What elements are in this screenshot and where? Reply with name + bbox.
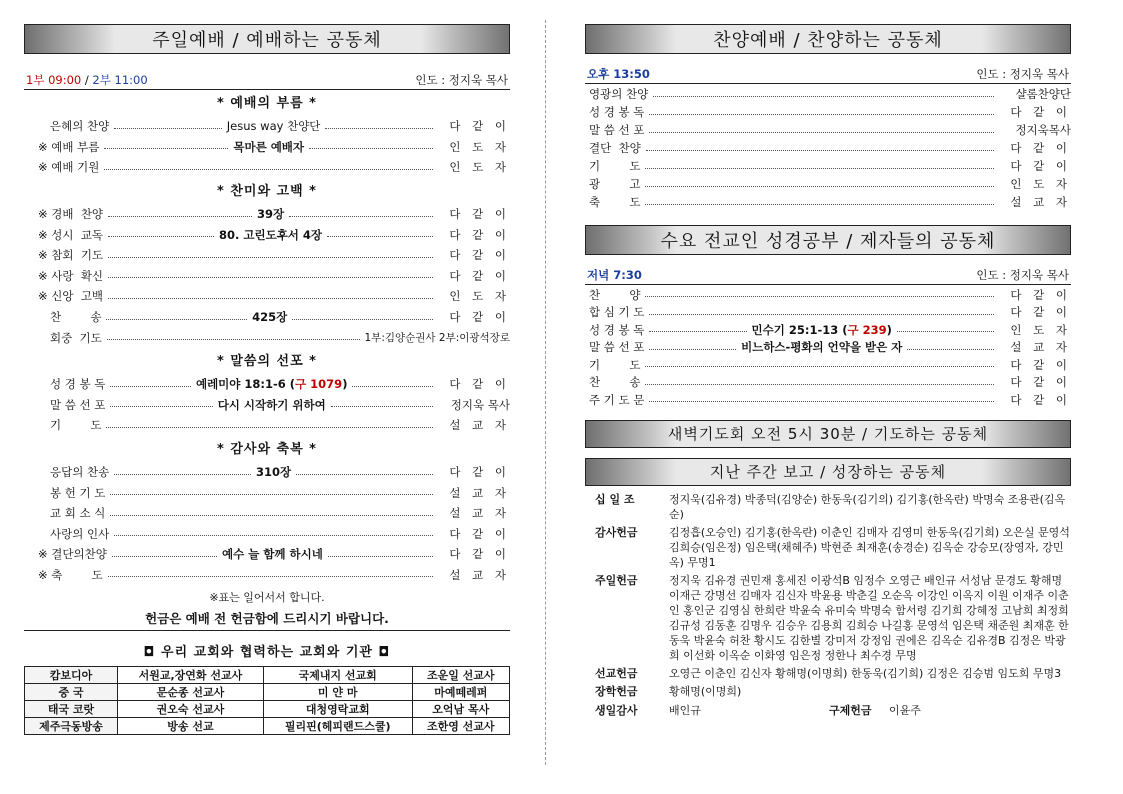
partner-cell: 조한영 선교사 [412, 718, 509, 735]
section-heading: * 감사와 축복 * [217, 441, 317, 457]
order-content: 80. 고린도후서 4장 [219, 227, 323, 242]
wednesday-header [585, 267, 1071, 285]
partner-row [25, 667, 510, 684]
leader-dots [114, 535, 433, 536]
report-row [585, 684, 1071, 699]
order-label: 말 씀 선 포 [589, 123, 645, 137]
hymnal-number: 구 1079 [295, 377, 343, 392]
partner-row [25, 718, 510, 735]
service-times [26, 72, 148, 88]
order-row [585, 339, 1071, 357]
order-row [585, 374, 1071, 392]
order-row [585, 139, 1071, 157]
order-label: ※ 결단의찬양 [38, 547, 107, 562]
order-content-extra: (구 239) [842, 322, 892, 337]
order-row [24, 266, 510, 287]
order-row [585, 193, 1071, 211]
worship-order [24, 92, 510, 585]
order-row [24, 286, 510, 307]
order-label: 성 경 봉 독 [50, 377, 106, 392]
order-responder: 다 같 이 [449, 526, 510, 541]
order-row [585, 356, 1071, 374]
leader-dots [649, 349, 736, 350]
order-label: ※ 성시 교독 [38, 227, 104, 242]
order-label: 영광의 찬양 [589, 87, 649, 101]
leader-dots [309, 148, 433, 149]
leader-dots [649, 331, 746, 332]
order-content-extra: (구 1079) [289, 377, 348, 392]
leader-dots [108, 298, 433, 299]
leader-dots [289, 216, 433, 217]
partner-cell: 오억남 목사 [412, 701, 509, 718]
partner-cell: 대청영락교회 [263, 701, 412, 718]
report-row-extra [585, 703, 1071, 718]
order-label: ※ 예배 기원 [38, 160, 100, 175]
order-row [24, 224, 510, 245]
order-responder: 1부:김양순권사 2부:이광석장로 [364, 332, 510, 345]
order-responder: 다 같 이 [449, 268, 510, 283]
sunday-worship-title: 주일예배 / 예배하는 공동체 [152, 30, 382, 51]
second-service-time: 2부 11:00 [92, 73, 148, 87]
leader-dots [645, 296, 994, 297]
report-value: 정지욱 김유경 권민재 홍세진 이광석B 임정수 오영근 배인규 서성남 문경도 황해명 이재근 강명선 김매자 김신자 박윤용 박춘길 오순옥 이강인 이옥지 이원 이재주 이춘인 홍인군 김영심 한희란 박윤숙 유미숙 박명숙 함서령 김기희 강혜정 고남희 최정희 김규성 김동훈 김명우 김승우 김용희 김희승 나길홍 문영석 임은택 채준원 최재훈 한동욱 박윤숙 허찬 황시도 김한별 강미저 강정임 권에은 김옥순 김유경B 김정은 박광희 이선화 이옥순 이화영 임은정 정한나 최수경 무명 [669, 573, 1069, 662]
order-content: Jesus way 찬양단 [226, 119, 321, 134]
praise-time: 오후 13:50 [587, 67, 650, 81]
partner-cell: 중 국 [25, 684, 118, 701]
leader-dots [645, 384, 994, 385]
order-label: ※ 경배 찬양 [38, 207, 104, 222]
leader-dots [649, 114, 994, 115]
order-row [24, 503, 510, 524]
leader-dots [108, 216, 252, 217]
partner-cell: 권오숙 선교사 [118, 701, 264, 718]
leader-dots [106, 427, 433, 428]
praise-worship-title-band [585, 24, 1071, 54]
leader-dots [110, 406, 212, 407]
order-label: 결단 찬양 [589, 141, 641, 155]
order-label: 말 씀 선 포 [589, 340, 645, 355]
order-label: 기 도 [50, 418, 102, 433]
leader-dots [907, 349, 994, 350]
order-responder: 설 교 자 [449, 506, 510, 521]
order-content: 다시 시작하기 위하여 [217, 397, 326, 412]
relief-value: 이윤주 [889, 703, 921, 717]
order-label: 사랑의 인사 [50, 526, 110, 541]
leader-dots [114, 474, 251, 475]
leader-dots [331, 406, 433, 407]
leader-dots [646, 150, 994, 151]
order-label: 광 고 [589, 177, 641, 191]
order-responder: 다 같 이 [449, 248, 510, 263]
order-responder: 인 도 자 [449, 160, 510, 175]
left-page [24, 0, 510, 735]
order-label: 봉 헌 기 도 [50, 485, 106, 500]
partners-table [24, 666, 510, 735]
order-responder: 인 도 자 [449, 289, 510, 304]
leader-dots [108, 576, 433, 577]
leader-dots [104, 148, 228, 149]
order-row [24, 462, 510, 483]
order-label: 교 회 소 식 [50, 506, 106, 521]
order-label: ※ 사랑 확신 [38, 268, 104, 283]
leader-dots [645, 168, 994, 169]
order-responder: 다 같 이 [449, 227, 510, 242]
report-key: 선교헌금 [595, 666, 638, 680]
leader-dots [108, 277, 433, 278]
order-label: 찬 송 [589, 375, 641, 390]
report-value: 황해명(이명희) [669, 684, 742, 698]
leader-dots [107, 339, 360, 340]
order-label: 찬 양 [589, 287, 641, 302]
order-responder: 인 도 자 [449, 139, 510, 154]
section-heading: * 찬미와 고백 * [217, 183, 317, 199]
report-row [585, 666, 1071, 681]
sunday-worship-title-band [24, 24, 510, 54]
order-row [24, 374, 510, 395]
report-row [585, 525, 1071, 570]
order-row [585, 157, 1071, 175]
order-responder: 다 같 이 [1010, 357, 1071, 372]
order-responder: 설 교 자 [449, 567, 510, 582]
partner-cell: 미 얀 마 [263, 684, 412, 701]
leader-dots [292, 319, 433, 320]
order-row [24, 157, 510, 178]
praise-order [585, 85, 1071, 211]
order-responder: 다 같 이 [1010, 305, 1071, 320]
praise-leader: 인도 : 정지욱 목사 [976, 67, 1069, 81]
praise-header [585, 66, 1071, 84]
order-content: 39장 [256, 207, 285, 222]
service-time-separator: / [81, 73, 93, 87]
order-label: ※ 참회 기도 [38, 248, 104, 263]
partner-cell: 국제내지 선교회 [263, 667, 412, 684]
order-row [24, 524, 510, 545]
order-row [24, 395, 510, 416]
report-value: 정지욱(김유경) 박종덕(김양순) 한동욱(김기의) 김기홍(한옥란) 박명숙 조용관(김옥순) [669, 492, 1066, 521]
order-content: 민수기 25:1-13 [751, 322, 839, 337]
order-responder: 설 교 자 [1010, 195, 1071, 209]
order-responder: 다 같 이 [1010, 392, 1071, 407]
wednesday-order [585, 286, 1071, 409]
leader-dots [645, 366, 994, 367]
report-key: 십 일 조 [595, 492, 635, 506]
sunday-service-header [24, 72, 510, 90]
wednesday-title: 수요 전교인 성경공부 / 제자들의 공동체 [660, 231, 996, 252]
birthday-label: 생일감사 [595, 703, 638, 717]
leader-dots [649, 314, 994, 315]
leader-dots [114, 128, 222, 129]
order-row [24, 482, 510, 503]
standing-note: ※표는 일어서서 합니다. [209, 591, 325, 605]
hymnal-number: 구 239 [847, 322, 887, 337]
leader-dots [110, 386, 191, 387]
partner-cell: 제주극동방송 [25, 718, 118, 735]
order-label: 은혜의 찬양 [50, 119, 110, 134]
order-label: 회중 기도 [50, 330, 102, 345]
partner-cell: 방송 선교 [118, 718, 264, 735]
order-label: 말 씀 선 포 [50, 397, 106, 412]
leader-dots [104, 169, 433, 170]
order-label: 기 도 [589, 357, 641, 372]
order-label: 기 도 [589, 159, 641, 173]
section-heading: * 말씀의 선포 * [217, 353, 317, 369]
weekly-report [585, 492, 1071, 699]
order-row [24, 544, 510, 565]
order-responder: 다 같 이 [449, 377, 511, 392]
order-row [585, 85, 1071, 103]
leader-dots [108, 236, 214, 237]
order-row [24, 245, 510, 266]
report-key: 주일헌금 [595, 573, 638, 587]
section-heading: * 예배의 부름 * [217, 96, 317, 111]
order-responder: 인 도 자 [1010, 322, 1071, 337]
order-content: 비느하스-평화의 언약을 받은 자 [741, 340, 903, 355]
partner-cell: 조운일 선교사 [412, 667, 509, 684]
order-responder: 다 같 이 [449, 310, 510, 325]
report-row [585, 492, 1071, 522]
order-label: ※ 축 도 [38, 567, 103, 582]
leader-dots [112, 556, 217, 557]
partner-cell: 필리핀(헤피랜드스쿨) [263, 718, 412, 735]
leader-dots [110, 494, 433, 495]
report-value: 오영근 이춘인 김신자 황해명(이명희) 한동욱(김기희) 김정은 김승범 임도희 무명3 [669, 666, 1062, 680]
sunday-leader: 인도 : 정지욱 목사 [415, 73, 508, 87]
report-key: 감사헌금 [595, 525, 638, 539]
leader-dots [328, 556, 433, 557]
leader-dots [110, 515, 433, 516]
order-row [585, 121, 1071, 139]
order-responder: 다 같 이 [449, 465, 511, 480]
partners-title: ◘ 우리 교회와 협력하는 교회와 기관 ◘ [143, 645, 391, 661]
order-responder: 다 같 이 [449, 547, 511, 562]
order-row [585, 286, 1071, 304]
partner-cell: 마예떼레퍼 [412, 684, 509, 701]
order-row [585, 103, 1071, 121]
order-content: 425장 [252, 310, 288, 325]
first-service-time: 1부 09:00 [26, 73, 82, 87]
leader-dots [645, 204, 994, 205]
partner-row [25, 684, 510, 701]
order-label: ※ 신앙 고백 [38, 289, 104, 304]
order-label: 축 도 [589, 195, 641, 209]
order-row [24, 307, 510, 328]
order-row [585, 321, 1071, 339]
order-responder: 다 같 이 [1010, 287, 1071, 302]
leader-dots [649, 132, 994, 133]
report-title: 지난 주간 보고 / 성장하는 공동체 [709, 463, 947, 481]
right-page [585, 0, 1071, 718]
wednesday-time: 저녁 7:30 [587, 268, 642, 282]
order-row [24, 327, 510, 348]
birthday-value: 배인규 [669, 703, 701, 717]
order-responder: 다 같 이 [1010, 105, 1071, 119]
page-divider [545, 20, 546, 765]
order-responder: 다 같 이 [1010, 159, 1071, 173]
order-content: 목마른 예배자 [233, 139, 305, 154]
order-responder: 정지욱 목사 [450, 397, 510, 412]
leader-dots [645, 186, 994, 187]
partner-cell: 문순종 선교사 [118, 684, 264, 701]
leader-dots [325, 128, 433, 129]
order-row [585, 391, 1071, 409]
order-row [24, 565, 510, 586]
order-label: 응답의 찬송 [50, 465, 110, 480]
order-label: 합 심 기 도 [589, 305, 645, 320]
order-responder: 다 같 이 [449, 119, 510, 134]
order-content: 예레미야 18:1-6 [195, 377, 286, 392]
order-row [585, 304, 1071, 322]
leader-dots [649, 401, 994, 402]
dawn-prayer-band [585, 420, 1071, 448]
leader-dots [352, 386, 433, 387]
partner-cell: 서원교,장연화 선교사 [118, 667, 264, 684]
offering-note: 헌금은 예배 전 헌금함에 드리시기 바랍니다. [24, 609, 510, 631]
order-label: 성 경 봉 독 [589, 322, 645, 337]
report-row [585, 573, 1071, 663]
order-responder: 다 같 이 [449, 207, 511, 222]
order-row [24, 204, 510, 225]
order-row [24, 137, 510, 158]
leader-dots [327, 236, 433, 237]
report-value: 김정흡(오승인) 김기홍(한옥란) 이춘인 김매자 김영미 한동욱(김기희) 오은실 문영석 김희승(임은정) 임은택(채혜주) 박현준 최재훈(송경순) 김옥순 강승모(장영자, 강민옥) 무명1 [669, 525, 1070, 569]
dawn-prayer-title: 새벽기도회 오전 5시 30분 / 기도하는 공동체 [667, 425, 989, 443]
leader-dots [897, 331, 994, 332]
order-row [24, 415, 510, 436]
wednesday-leader: 인도 : 정지욱 목사 [976, 268, 1069, 282]
leader-dots [106, 319, 247, 320]
relief-label: 구제헌금 [829, 703, 872, 717]
report-title-band [585, 458, 1071, 486]
order-responder: 인 도 자 [1010, 177, 1071, 191]
partner-row [25, 701, 510, 718]
partner-cell: 태국 코랏 [25, 701, 118, 718]
order-label: 성 경 봉 독 [589, 105, 645, 119]
order-responder: 설 교 자 [1010, 340, 1072, 355]
order-label: ※ 예배 부름 [38, 139, 100, 154]
order-responder: 설 교 자 [449, 418, 510, 433]
leader-dots [296, 474, 433, 475]
report-key: 장학헌금 [595, 684, 638, 698]
order-responder: 다 같 이 [1010, 375, 1071, 390]
praise-worship-title: 찬양예배 / 찬양하는 공동체 [713, 30, 943, 51]
leader-dots [108, 257, 433, 258]
order-label: 주 기 도 문 [589, 392, 645, 407]
order-responder: 설 교 자 [449, 485, 510, 500]
partner-cell: 캄보디아 [25, 667, 118, 684]
order-row [585, 175, 1071, 193]
order-row [24, 116, 510, 137]
order-label: 찬 송 [50, 310, 102, 325]
order-responder: 다 같 이 [1010, 141, 1071, 155]
wednesday-title-band [585, 225, 1071, 255]
leader-dots [653, 96, 994, 97]
order-responder: 정지욱목사 [1015, 123, 1071, 137]
order-content: 310장 [256, 465, 292, 480]
order-responder: 샬롬찬양단 [1015, 87, 1071, 101]
order-content: 예수 늘 함께 하시네 [221, 547, 323, 562]
